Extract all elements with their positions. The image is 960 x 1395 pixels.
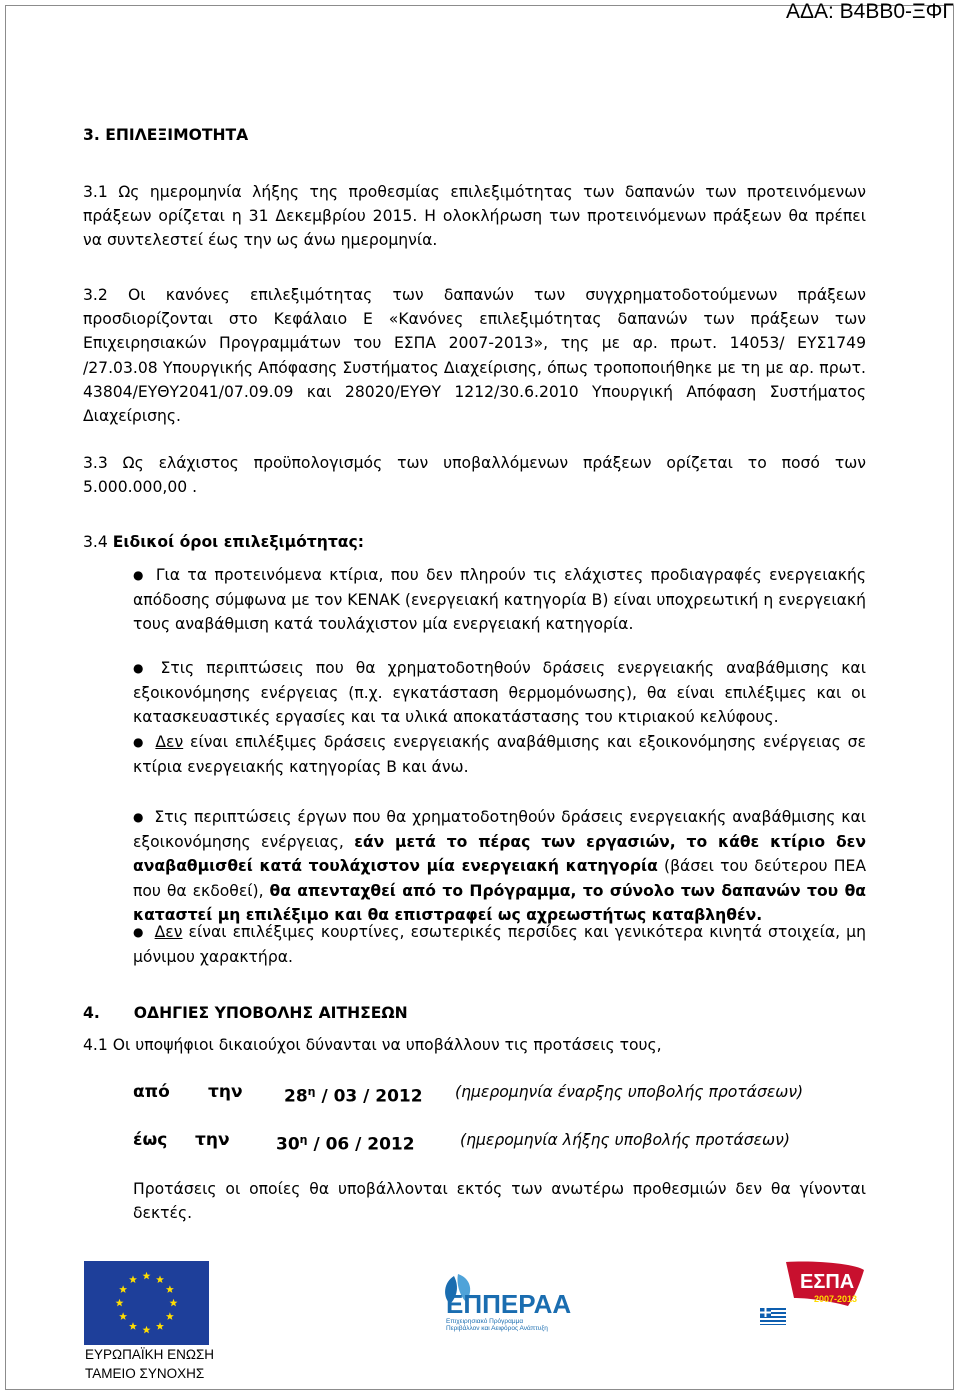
paragraph-3-2: [83, 283, 866, 428]
bullet-3: [133, 730, 866, 779]
end-day-suffix: η: [299, 1133, 308, 1146]
bullet-1-text: ● Για τα προτεινόμενα κτίρια, που δεν πληρούν τις ελάχιστες προδιαγραφές ενεργειακής απόδοσης σύμφωνα με τον ΚΕΝΑΚ (ενεργειακή κατηγορία Β) είναι υποχρεωτική η ενεργειακή τους αναβάθμιση κατά τουλάχιστον μία ενεργειακή κατηγορία.: [133, 563, 866, 637]
eu-union-label: ΕΥΡΩΠΑΪΚΗ ΕΝΩΣΗ: [85, 1347, 215, 1362]
paragraph-4-1-text: 4.1 Οι υποψήφιοι δικαιούχοι δύνανται να υποβάλλουν τις προτάσεις τους,: [83, 1036, 662, 1054]
bullet-5-text: είναι επιλέξιμες κουρτίνες, εσωτερικές περσίδες και γενικότερα κινητά στοιχεία, μη μόνιμου χαρακτήρα.: [133, 923, 866, 967]
bullet-3-text: είναι επιλέξιμες δράσεις ενεργειακής αναβάθμισης και εξοικονόμησης ενέργειας σε κτίρια ενεργειακής κατηγορίας Β και άνω.: [133, 733, 866, 777]
end-note: (ημερομηνία λήξης υποβολής προτάσεων): [460, 1131, 790, 1149]
end-day: 30: [276, 1134, 300, 1155]
document-ada-code: ΑΔΑ: Β4ΒΒ0-ΞΦΓ: [785, 0, 954, 23]
late-submissions-text: Προτάσεις οι οποίες θα υποβάλλονται εκτός των ανωτέρω προθεσμιών δεν θα γίνονται δεκτές.: [133, 1180, 866, 1223]
start-month-year: / 03 / 2012: [321, 1086, 423, 1107]
start-word-the: την: [208, 1082, 243, 1102]
start-day: 28: [284, 1086, 308, 1107]
end-date: [276, 1128, 415, 1157]
bullet-5-underlined: Δεν: [154, 923, 183, 941]
paragraph-3-4-number: 3.4: [83, 533, 108, 551]
paragraph-3-3: [83, 451, 866, 499]
epperaa-logo: [440, 1270, 600, 1332]
section-4-number: 4.: [83, 1004, 100, 1022]
paragraph-3-1: [83, 180, 866, 253]
bullet-2-text: ● Στις περιπτώσεις που θα χρηματοδοτηθούν δράσεις ενεργειακής αναβάθμισης και εξοικονόμησης ενέργειας (π.χ. εγκατάσταση θερμομόνωσης), θα είναι επιλέξιμες και οι κατασκευαστικές εργασίες και τα υλικά αποκατάστασης του κτιριακού κελύφους.: [133, 656, 866, 730]
espa-years: 2007-2013: [814, 1294, 858, 1304]
end-word-the: την: [195, 1130, 230, 1150]
bullet-1: [133, 563, 866, 637]
paragraph-3-2-text: 3.2 Οι κανόνες επιλεξιμότητας των δαπανών των συγχρηματοδοτούμενων πράξεων προσδιορίζονται στο Κεφάλαιο Ε «Κανόνες επιλεξιμότητας δαπανών των πράξεων των Επιχειρησιακών Προγραμμάτων του ΕΣΠΑ 2007-2013», της με αρ. πρωτ. 14053/ ΕΥΣ1749 /27.03.08 Υπουργικής Απόφασης Συστήματος Διαχείρισης, όπως τροποποιήθηκε με τη με αρ. πρωτ. 43804/ΕΥΘΥ2041/07.09.09 και 28020/ΕΥΘΥ 1212/30.6.2010 Υπουργική Απόφαση Συστήματος Διαχείρισης.: [83, 286, 866, 426]
paragraph-3-4-title: Ειδικοί όροι επιλεξιμότητας:: [112, 533, 365, 551]
section-4-title: [83, 1002, 408, 1024]
start-note: (ημερομηνία έναρξης υποβολής προτάσεων): [455, 1083, 804, 1101]
start-day-suffix: η: [307, 1085, 316, 1098]
end-month-year: / 06 / 2012: [313, 1134, 415, 1155]
paragraph-3-3-text: 3.3 Ως ελάχιστος προϋπολογισμός των υποβαλλόμενων πράξεων ορίζεται το ποσό των 5.000.000,00 .: [83, 454, 866, 497]
bullet-2: [133, 656, 866, 730]
submission-start-row: [133, 1080, 804, 1107]
cohesion-fund-label: ΤΑΜΕΙΟ ΣΥΝΟΧΗΣ: [85, 1366, 205, 1381]
start-word-from: από: [133, 1082, 170, 1102]
late-submissions-paragraph: [133, 1177, 866, 1225]
epperaa-subtitle-1: Επιχειρησιακό Πρόγραμμα: [446, 1318, 524, 1325]
eu-flag-logo: [84, 1261, 209, 1345]
greek-flag-icon: [760, 1308, 786, 1325]
start-date: [284, 1080, 423, 1109]
paragraph-3-1-text: 3.1 Ως ημερομηνία λήξης της προθεσμίας επιλεξιμότητας των δαπανών των προτεινόμενων πράξεων ορίζεται η 31 Δεκεμβρίου 2015. Η ολοκλήρωση των προτεινόμενων πράξεων θα πρέπει να συντελεστεί έως την ως άνω ημερομηνία.: [83, 183, 866, 250]
bullet-4-bold-d: θα απενταχθεί από το Πρόγραμμα, το σύνολο των δαπανών του θα καταστεί μη επιλέξιμο και θα επιστραφεί ως αχρεωστήτως καταβληθέν.: [133, 881, 866, 924]
submission-end-row: [133, 1128, 790, 1155]
bullet-3-underlined: Δεν: [155, 733, 184, 751]
paragraph-4-1: [83, 1033, 866, 1057]
bullet-4-bold-b: εάν μετά το πέρας των εργασιών, το κάθε κτίριο δεν αναβαθμισθεί κατά τουλάχιστον μία ενεργειακή κατηγορία: [133, 833, 866, 876]
section-3-title: 3. ΕΠΙΛΕΞΙΜΟΤΗΤΑ: [83, 126, 249, 144]
end-word-until: έως: [133, 1130, 168, 1150]
espa-logo: [756, 1260, 866, 1330]
bullet-4-text-c: (βάσει του δεύτερου ΠΕΑ που θα εκδοθεί),: [133, 857, 866, 900]
bullet-5: [133, 920, 866, 969]
espa-wordmark: ΕΣΠΑ: [800, 1271, 855, 1293]
epperaa-subtitle-2: Περιβάλλον και Αειφόρος Ανάπτυξη: [446, 1325, 548, 1332]
bullet-4: [133, 805, 866, 927]
paragraph-3-4-heading: [83, 530, 866, 554]
bullet-4-text-a: Στις περιπτώσεις έργων που θα χρηματοδοτηθούν δράσεις ενεργειακής αναβάθμισης και εξοικονόμησης ενέργειας,: [133, 808, 866, 852]
epperaa-wordmark: ΕΠΠΕΡΑΑ: [446, 1289, 572, 1319]
section-4-title-text: ΟΔΗΓΙΕΣ ΥΠΟΒΟΛΗΣ ΑΙΤΗΣΕΩΝ: [133, 1004, 408, 1022]
